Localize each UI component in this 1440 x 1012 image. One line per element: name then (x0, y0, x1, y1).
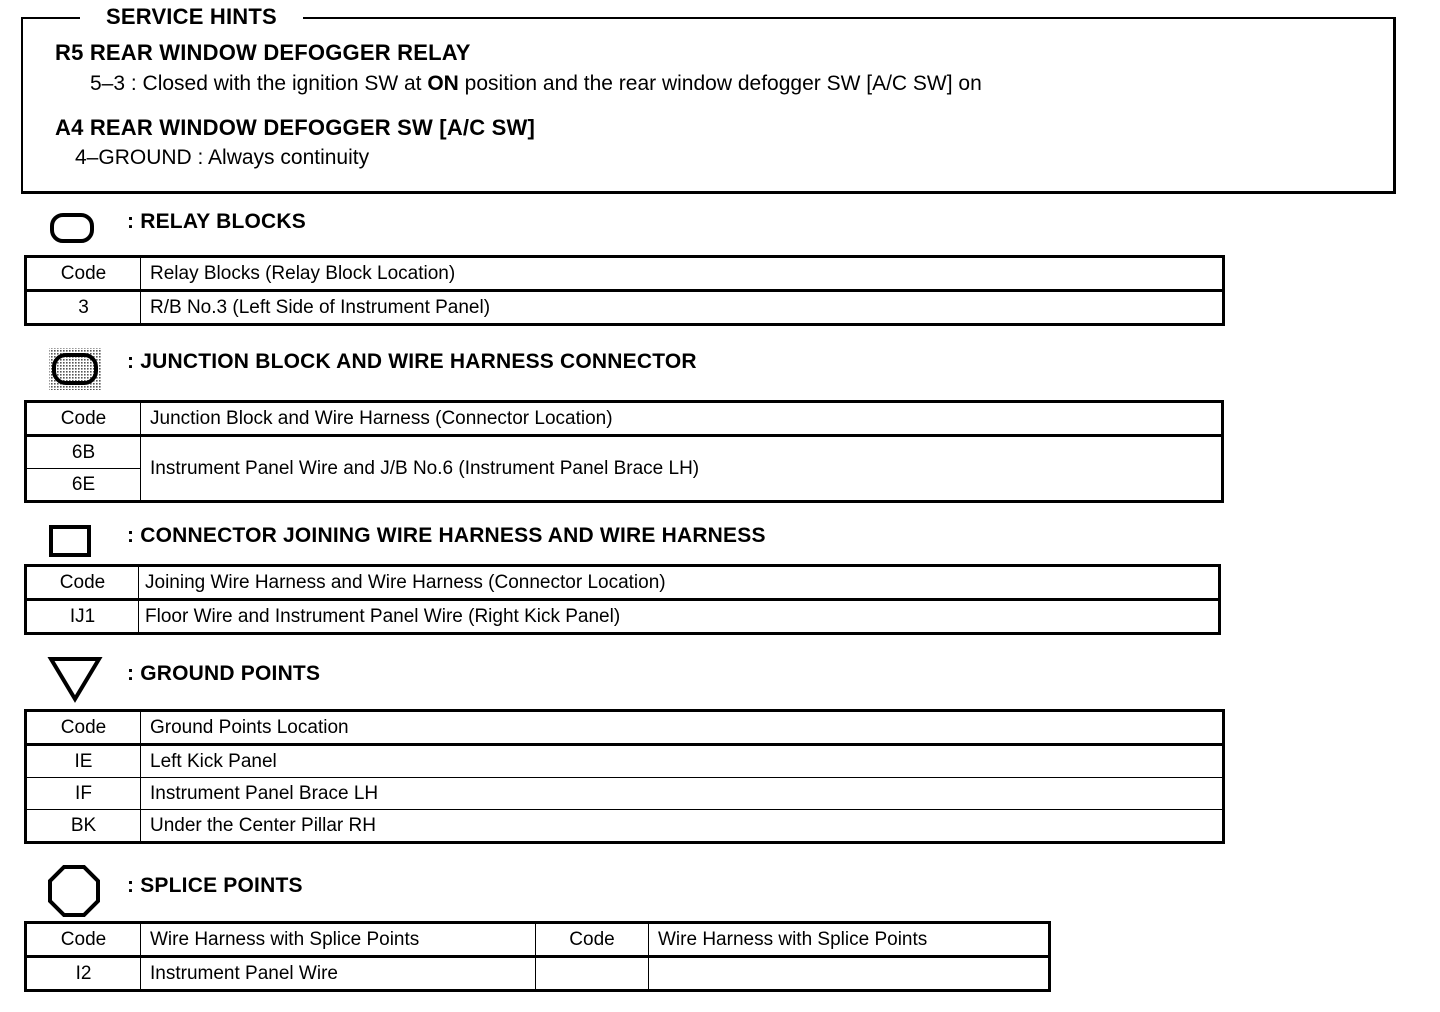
header-desc: Junction Block and Wire Harness (Connector Location) (141, 403, 1222, 436)
ground-points-title: : GROUND POINTS (127, 662, 321, 685)
hint-a4-heading: A4 REAR WINDOW DEFOGGER SW [A/C SW] (55, 115, 535, 140)
row-code (536, 957, 649, 990)
row-code: 6E (27, 469, 141, 501)
table-header-row (27, 567, 1219, 600)
row-desc: Instrument Panel Wire and J/B No.6 (Instrument Panel Brace LH) (141, 436, 1222, 501)
row-desc (649, 957, 1049, 990)
table-row (27, 957, 1049, 990)
hint-r5-heading: R5 REAR WINDOW DEFOGGER RELAY (55, 40, 471, 65)
relay-block-icon (48, 210, 96, 246)
connectors-table (26, 566, 1219, 633)
table-header-row (27, 712, 1223, 745)
ground-points-table (26, 711, 1223, 842)
table-header-row (27, 403, 1222, 436)
row-code: IE (27, 745, 141, 778)
hint-r5-line-post: position and the rear window defogger SW [A/C SW] on (458, 72, 982, 95)
junction-blocks-table (26, 402, 1222, 501)
row-code: 3 (27, 291, 141, 324)
header-code: Code (27, 258, 141, 291)
table-header-row (27, 258, 1223, 291)
connectors-title: : CONNECTOR JOINING WIRE HARNESS AND WIRE HARNESS (127, 524, 766, 547)
row-code: I2 (27, 957, 141, 990)
hint-r5-line-pre: 5–3 : Closed with the ignition SW at (90, 72, 428, 95)
header-code: Code (27, 567, 139, 600)
junction-blocks-title: : JUNCTION BLOCK AND WIRE HARNESS CONNECTOR (127, 350, 697, 373)
header-desc: Ground Points Location (141, 712, 1223, 745)
splice-points-title: : SPLICE POINTS (127, 874, 303, 897)
header-desc: Wire Harness with Splice Points (649, 924, 1049, 957)
service-hints-title: SERVICE HINTS (80, 4, 303, 30)
table-row (27, 810, 1223, 842)
splice-point-icon (46, 864, 102, 918)
row-desc: Instrument Panel Wire (141, 957, 536, 990)
header-code: Code (27, 403, 141, 436)
row-code: IF (27, 778, 141, 810)
splice-points-table (26, 923, 1049, 990)
relay-blocks-table (26, 257, 1223, 324)
header-code: Code (536, 924, 649, 957)
row-desc: Left Kick Panel (141, 745, 1223, 778)
relay-blocks-title: : RELAY BLOCKS (127, 210, 306, 233)
table-row (27, 436, 1222, 469)
hint-r5-line (90, 72, 982, 96)
row-desc: R/B No.3 (Left Side of Instrument Panel) (141, 291, 1223, 324)
junction-block-icon (48, 347, 102, 391)
header-code: Code (27, 712, 141, 745)
header-code: Code (27, 924, 141, 957)
row-desc: Floor Wire and Instrument Panel Wire (Right Kick Panel) (139, 600, 1219, 633)
table-row (27, 600, 1219, 633)
table-header-row (27, 924, 1049, 957)
row-code: IJ1 (27, 600, 139, 633)
ground-point-icon (47, 655, 103, 703)
header-desc: Joining Wire Harness and Wire Harness (Connector Location) (139, 567, 1219, 600)
table-row (27, 745, 1223, 778)
row-desc: Instrument Panel Brace LH (141, 778, 1223, 810)
connector-icon (48, 524, 94, 558)
row-code: 6B (27, 436, 141, 469)
table-row (27, 778, 1223, 810)
header-desc: Wire Harness with Splice Points (141, 924, 536, 957)
hint-a4-line: 4–GROUND : Always continuity (75, 146, 370, 169)
row-desc: Under the Center Pillar RH (141, 810, 1223, 842)
hint-r5-line-bold: ON (427, 72, 459, 95)
table-row (27, 291, 1223, 324)
row-code: BK (27, 810, 141, 842)
header-desc: Relay Blocks (Relay Block Location) (141, 258, 1223, 291)
